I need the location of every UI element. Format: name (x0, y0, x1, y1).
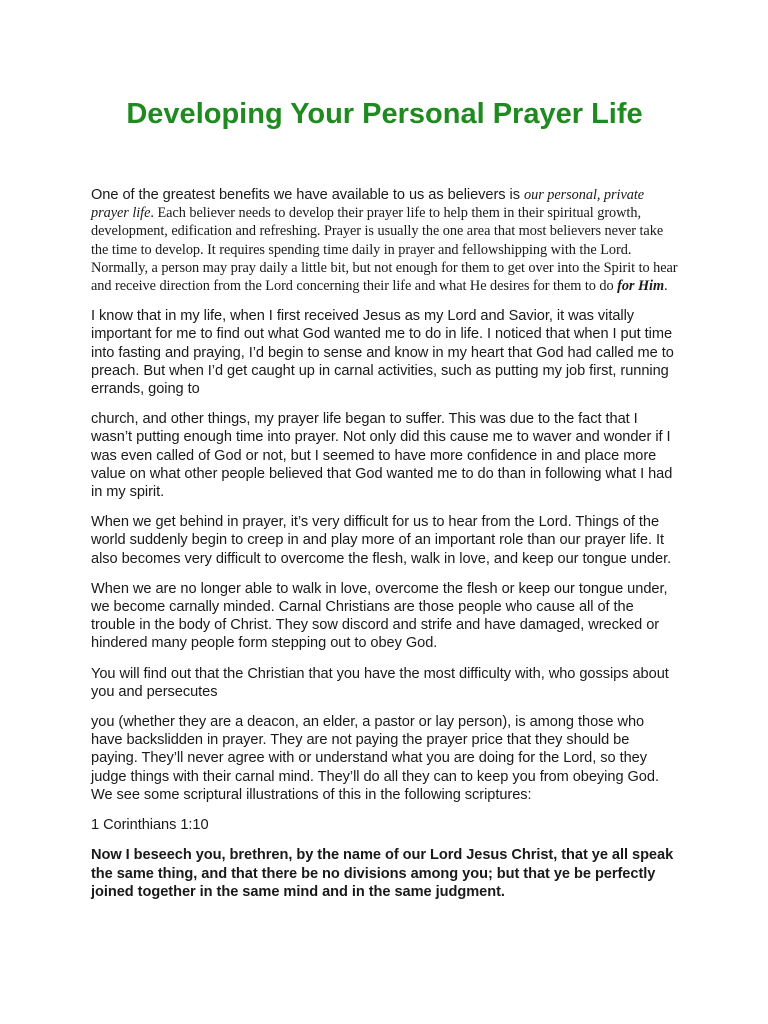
intro-italic-phrase: our personal, private prayer life (91, 187, 645, 222)
paragraph-2: I know that in my life, when I first received Jesus as my Lord and Savior, it was vitally important for me to find out what God wanted me to do in life. I noticed that when I put time into fasting and praying, I’d begin to sense and know in my heart that God had called me to preach. But when I’d get caught up in carnal activities, such as putting my job first, running errands, going to (91, 308, 674, 398)
paragraph-intro (91, 186, 678, 295)
intro-emphasis: for Him (617, 278, 665, 295)
paragraph-3: church, and other things, my prayer life began to suffer. This was due to the fact that I wasn’t putting enough time into prayer. Not only did this cause me to waver and wonder if I was even called of God or not, but I seemed to have more confidence in and place more value on what other people believed that God wanted me to do than in following what I had in my spirit. (91, 411, 673, 501)
paragraph-6: You will find out that the Christian that you have the most difficulty with, who gossips about you and persecutes (91, 665, 669, 700)
verse-text: Now I beseech you, brethren, by the name of our Lord Jesus Christ, that ye all speak the same thing, and that there be no divisions among you; but that ye be perfectly joined together in the same mind and in the same judgment. (91, 847, 674, 900)
paragraph-7: you (whether they are a deacon, an elder, a pastor or lay person), is among those who have backslidden in prayer. They are not paying the prayer price that they should be paying. They’ll never agree with or understand what you are doing for the Lord, so they judge things with their carnal mind. They’ll do all they can to keep you from obeying God. We see some scriptural illustrations of this in the following scriptures: (91, 714, 659, 803)
paragraph-4: When we get behind in prayer, it’s very difficult for us to hear from the Lord. Things of the world suddenly begin to creep in and play more of an important role than our prayer life. It also becomes very difficult to overcome the flesh, walk in love, and keep our tongue under. (91, 514, 672, 567)
paragraph-5: When we are no longer able to walk in love, overcome the flesh or keep our tongue under, we become carnally minded. Carnal Christians are those people who cause all of the trouble in the body of Christ. They sow discord and strife and have damaged, wrecked or hindered many people form stepping out to obey God. (91, 580, 668, 652)
intro-body-text: . Each believer needs to develop their prayer life to help them in their spiritual growth, development, edification and refreshing. Prayer is usually the one area that most believers never take the time to develop. It requires spending time daily in prayer and fellowshipping with the Lord. Normally, a person may pray daily a little bit, but not enough for them to get over into the Spirit to hear and receive direction from the Lord concerning their life and what He desires for them to do (91, 205, 678, 295)
document-title: Developing Your Personal Prayer Life (126, 98, 643, 130)
intro-period: . (664, 278, 668, 295)
verse-reference: 1 Corinthians 1:10 (91, 817, 209, 834)
intro-lead-text: One of the greatest benefits we have available to us as believers is (91, 187, 524, 203)
